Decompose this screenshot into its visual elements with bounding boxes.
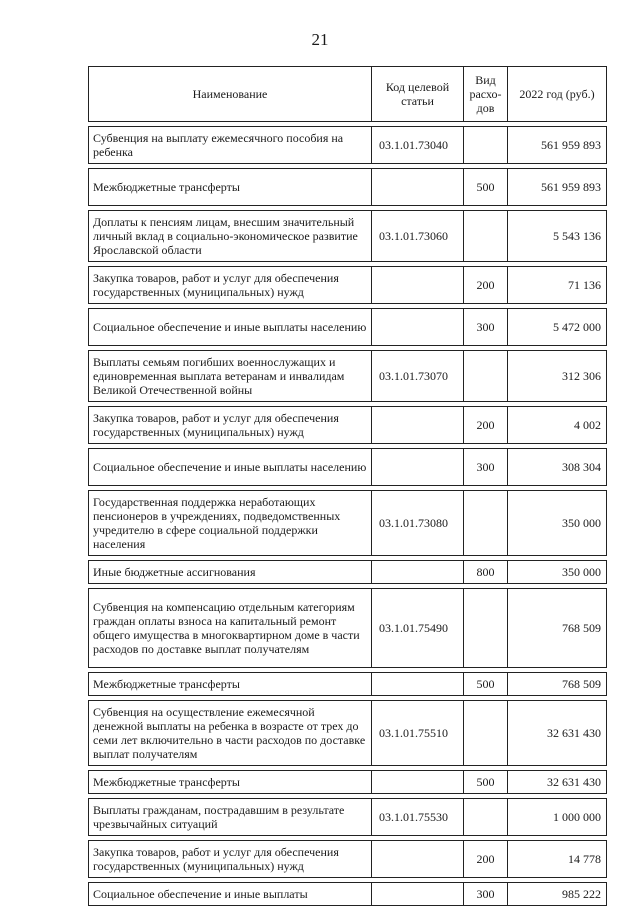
table-header-row [89,67,607,122]
name-cell: Доплаты к пенсиям лицам, внесшим значительный личный вклад в социально-экономическое развитие Ярославской области [89,211,372,262]
code-cell: 03.1.01.73060 [372,211,464,262]
code-cell [372,841,464,878]
expense-type-cell: 800 [464,561,508,584]
name-cell: Субвенция на компенсацию отдельным категориям граждан оплаты взноса на капитальный ремонт общего имущества в многоквартирном доме в части расходов по доставке выплат получателям [89,589,372,668]
code-cell: 03.1.01.75530 [372,799,464,836]
amount-cell: 768 509 [508,589,607,668]
table-row [89,211,607,262]
amount-cell: 71 136 [508,267,607,304]
code-cell: 03.1.01.75510 [372,701,464,766]
name-cell: Иные бюджетные ассигнования [89,561,372,584]
code-cell [372,883,464,906]
table-row [89,561,607,584]
code-cell: 03.1.01.73070 [372,351,464,402]
amount-cell: 561 959 893 [508,127,607,164]
expense-type-cell [464,491,508,556]
expense-type-cell: 300 [464,449,508,486]
name-cell: Выплаты семьям погибших военнослужащих и единовременная выплата ветеранам и инвалидам Великой Отечественной войны [89,351,372,402]
expense-type-cell [464,589,508,668]
header-amount: 2022 год (руб.) [508,67,607,122]
header-code: Код целевой статьи [372,67,464,122]
name-cell: Межбюджетные трансферты [89,673,372,696]
name-cell: Межбюджетные трансферты [89,771,372,794]
code-cell: 03.1.01.75490 [372,589,464,668]
table-row [89,351,607,402]
table-row [89,771,607,794]
table-row [89,883,607,906]
expense-type-cell [464,127,508,164]
name-cell: Субвенция на осуществление ежемесячной денежной выплаты на ребенка в возрасте от трех до семи лет включительно в части расходов по доставке выплат получателям [89,701,372,766]
expense-type-cell: 300 [464,309,508,346]
amount-cell: 5 543 136 [508,211,607,262]
amount-cell: 561 959 893 [508,169,607,206]
page-number: 21 [311,30,329,49]
table-row [89,589,607,668]
expense-type-cell: 500 [464,169,508,206]
name-cell: Социальное обеспечение и иные выплаты населению [89,449,372,486]
budget-table [88,66,607,906]
table-row [89,701,607,766]
name-cell: Закупка товаров, работ и услуг для обеспечения государственных (муниципальных) нужд [89,841,372,878]
table-row [89,407,607,444]
table-row [89,309,607,346]
expense-type-cell: 500 [464,771,508,794]
code-cell [372,169,464,206]
code-cell [372,673,464,696]
expense-type-cell [464,799,508,836]
name-cell: Межбюджетные трансферты [89,169,372,206]
amount-cell: 350 000 [508,491,607,556]
name-cell: Государственная поддержка неработающих пенсионеров в учреждениях, подведомственных учредителю в сфере социальной поддержки населения [89,491,372,556]
amount-cell: 350 000 [508,561,607,584]
expense-type-cell [464,701,508,766]
amount-cell: 5 472 000 [508,309,607,346]
name-cell: Закупка товаров, работ и услуг для обеспечения государственных (муниципальных) нужд [89,267,372,304]
name-cell: Социальное обеспечение и иные выплаты [89,883,372,906]
expense-type-cell: 200 [464,267,508,304]
amount-cell: 312 306 [508,351,607,402]
header-name: Наименование [89,67,372,122]
expense-type-cell: 200 [464,407,508,444]
code-cell [372,309,464,346]
table-row [89,169,607,206]
expense-type-cell: 300 [464,883,508,906]
expense-type-cell: 500 [464,673,508,696]
amount-cell: 4 002 [508,407,607,444]
amount-cell: 32 631 430 [508,771,607,794]
name-cell: Выплаты гражданам, пострадавшим в результате чрезвычайных ситуаций [89,799,372,836]
amount-cell: 308 304 [508,449,607,486]
code-cell [372,407,464,444]
table-row [89,799,607,836]
table-body [89,122,607,906]
table-row [89,673,607,696]
code-cell [372,449,464,486]
amount-cell: 985 222 [508,883,607,906]
header-type: Вид расхо-дов [464,67,508,122]
name-cell: Социальное обеспечение и иные выплаты населению [89,309,372,346]
code-cell [372,561,464,584]
table-row [89,841,607,878]
expense-type-cell [464,211,508,262]
expense-type-cell [464,351,508,402]
code-cell [372,771,464,794]
table-row [89,267,607,304]
expense-type-cell: 200 [464,841,508,878]
table-row [89,491,607,556]
amount-cell: 14 778 [508,841,607,878]
code-cell: 03.1.01.73080 [372,491,464,556]
amount-cell: 1 000 000 [508,799,607,836]
name-cell: Субвенция на выплату ежемесячного пособия на ребенка [89,127,372,164]
name-cell: Закупка товаров, работ и услуг для обеспечения государственных (муниципальных) нужд [89,407,372,444]
amount-cell: 32 631 430 [508,701,607,766]
table-row [89,449,607,486]
code-cell: 03.1.01.73040 [372,127,464,164]
amount-cell: 768 509 [508,673,607,696]
code-cell [372,267,464,304]
table-row [89,127,607,164]
